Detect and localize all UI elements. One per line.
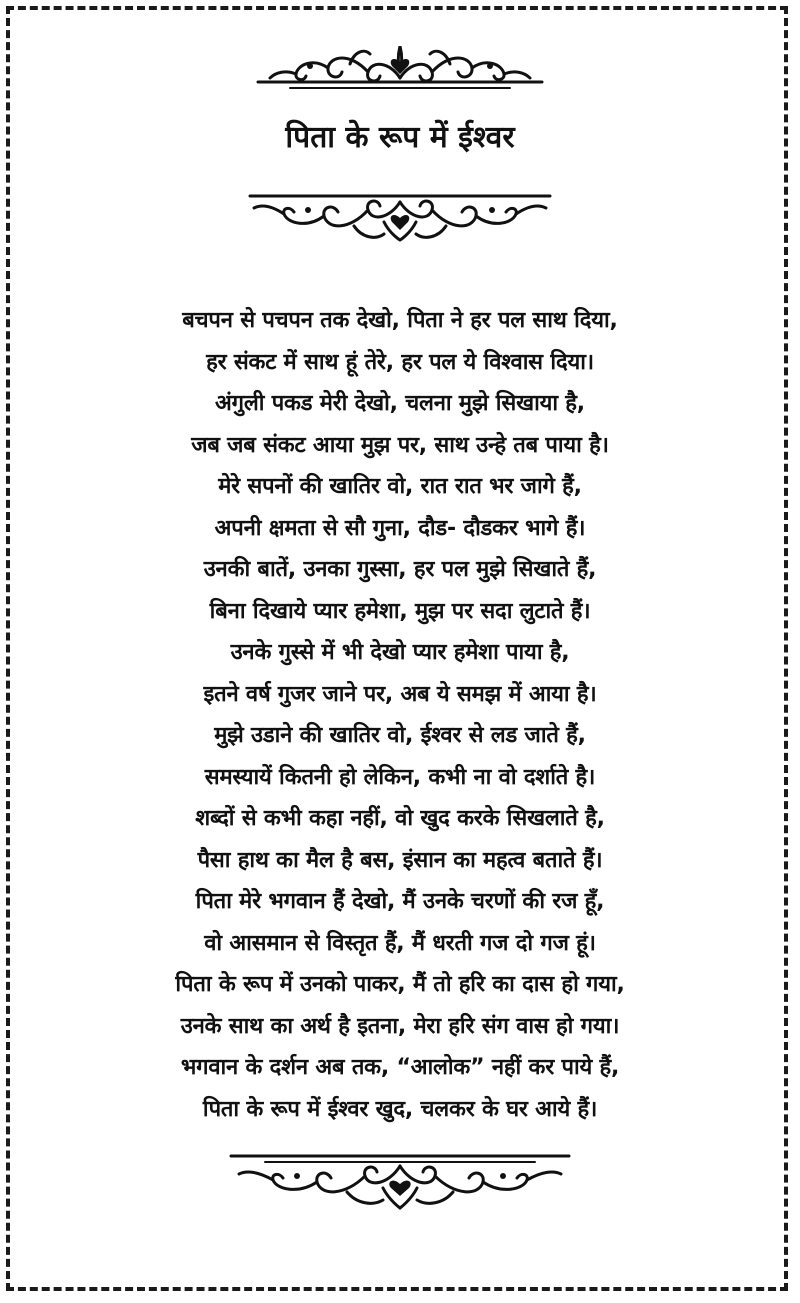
- poem-line: पिता के रूप में ईश्वर खुद, चलकर के घर आये हैं।: [202, 1096, 598, 1122]
- poem-line: पिता मेरे भगवान हैं देखो, मैं उनके चरणों की रज हूँ,: [195, 889, 605, 914]
- poem-line: बचपन से पचपन तक देखो, पिता ने हर पल साथ दिया,: [182, 308, 618, 333]
- poem-line: मेरे सपनों की खातिर वो, रात रात भर जागे हैं,: [218, 474, 582, 499]
- poem-line: इतने वर्ष गुजर जाने पर, अब ये समझ में आया है।: [203, 681, 597, 707]
- top-ornament-divider: [250, 42, 550, 94]
- poem-line: उनकी बातें, उनका गुस्सा, हर पल मुझे सिखाते हैं,: [203, 557, 597, 582]
- poem-line: वो आसमान से विस्तृत हैं, मैं धरती गज दो गज हूं।: [204, 930, 596, 956]
- bottom-ornament-divider: [225, 1150, 575, 1212]
- poem-line: अपनी क्षमता से सौ गुना, दौड- दौडकर भागे हैं।: [214, 515, 586, 541]
- poem-line: पैसा हाथ का मैल है बस, इंसान का महत्व बताते हैं।: [197, 847, 603, 873]
- poem-line: पिता के रूप में उनको पाकर, मैं तो हरि का दास हो गया,: [175, 972, 625, 997]
- poem-title: पिता के रूप में ईश्वर: [285, 120, 515, 155]
- poem-line: भगवान के दर्शन अब तक, “आलोक” नहीं कर पाये हैं,: [180, 1055, 620, 1080]
- poem-line: उनके साथ का अर्थ है इतना, मेरा हरि संग वास हो गया।: [180, 1013, 620, 1039]
- poem-line: मुझे उडाने की खातिर वो, ईश्वर से लड जाते हैं,: [214, 723, 586, 748]
- poem-line: हर संकट में साथ हूं तेरे, हर पल ये विश्वास दिया।: [206, 349, 594, 375]
- poem-line: अंगुली पकड मेरी देखो, चलना मुझे सिखाया है,: [215, 391, 585, 416]
- poem-line: उनके गुस्से में भी देखो प्यार हमेशा पाया है,: [230, 640, 570, 665]
- poem-line: बिना दिखाये प्यार हमेशा, मुझ पर सदा लुटाते हैं।: [209, 598, 591, 624]
- poem-line: शब्दों से कभी कहा नहीं, वो खुद करके सिखलाते है,: [195, 806, 605, 831]
- poem-body: [0, 300, 800, 1130]
- poem-line: जब जब संकट आया मुझ पर, साथ उन्हे तब पाया है।: [191, 432, 609, 458]
- middle-ornament-divider: [244, 188, 556, 248]
- poem-line: समस्यायें कितनी हो लेकिन, कभी ना वो दर्शाते है।: [204, 764, 596, 790]
